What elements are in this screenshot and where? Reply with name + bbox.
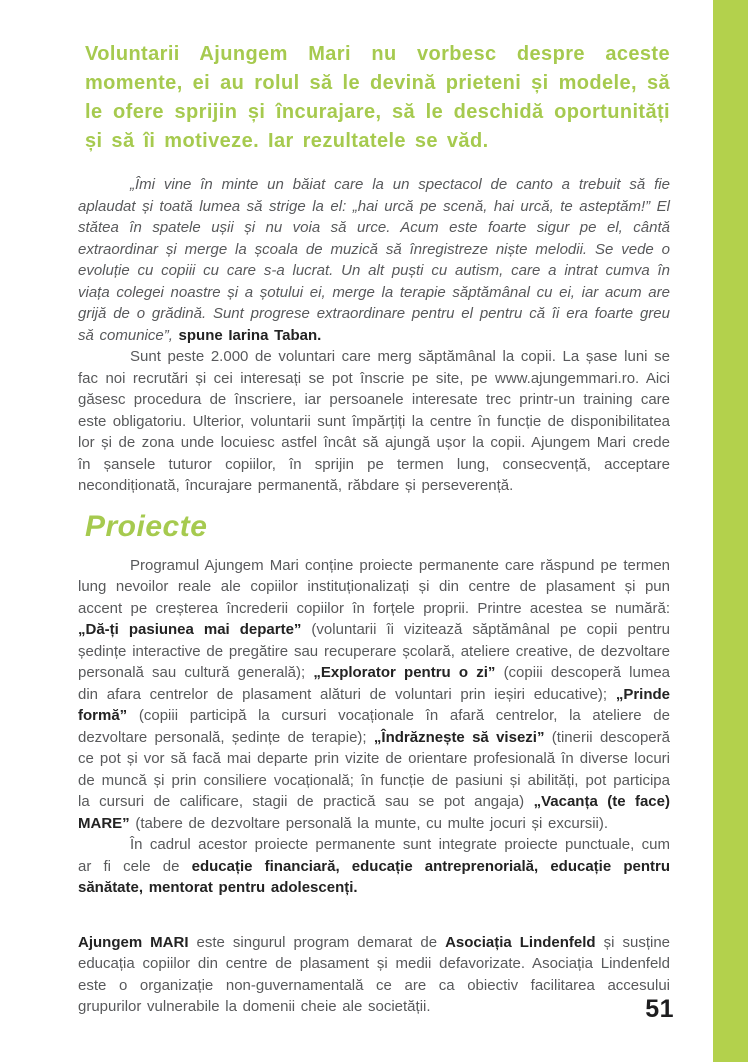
text-run: „Explorator pentru o zi” [313, 664, 496, 681]
projects-paragraph [78, 555, 670, 835]
text-run: Programul Ajungem Mari conține proiecte permanente care răspund pe termen lung nevoilor reale ale copiilor instituționalizați și din centre de plasament și pun accent pe creșterea încrederii copiilor în forțele proprii. Printre acestea se numără: [78, 556, 670, 617]
section-heading-proiecte: Proiecte [85, 509, 208, 543]
text-run: „Prinde formă” [78, 685, 670, 724]
text-run: „Îmi vine în minte un băiat care la un spectacol de canto a trebuit să fie aplaudat și toată lumea să strige la el: „hai urcă pe scenă, hai urcă, te asteptăm!” El stătea în spatele ușii și nu voia să urce. Acum este foarte sigur pe el, cântă extraordinar și merge la școala de muzică să înregistreze niște melodii. Se vede o evoluție cu copiii cu care s-a lucrat. Un alt puști cu autism, care a intrat cumva în viața colegei noastre și a șotului ei, merge la terapie săptămânal cu ei, iar acum are grijă de o grădină. Sunt progrese extraordinare pentru el pentru că îi era foarte greu să comunice”, [78, 176, 670, 344]
text-run: „Dă-ți pasiunea mai departe” [78, 621, 302, 638]
text-run: (tinerii descoperă ce pot și vor să facă mai departe prin vizite de orientare profesională în diverse locuri de muncă și prin consiliere vocațională; în funcție de pasiuni și abilități, pot participa la cursuri de calificare, stagii de practică sau se pot angaja) [78, 728, 670, 810]
text-run: spune Iarina Taban. [178, 326, 322, 344]
text-run: (copiii participă la cursuri vocaționale în afară centrelor, la ateliere de dezvoltare personală, ședințe de terapie); [78, 707, 670, 746]
text-run: (copiii descoperă lumea din afara centrelor de plasament alături de voluntari prin ieșiri educative); [78, 664, 670, 703]
quote-paragraph [78, 174, 670, 346]
text-run: „Îndrăznește să visezi” [373, 728, 545, 746]
accent-bar [713, 0, 748, 1062]
text-run: În cadrul acestor proiecte permanente sunt integrate proiecte punctuale, cum ar fi cele de [78, 836, 670, 875]
text-run: Sunt peste 2.000 de voluntari care merg săptămânal la copii. La șase luni se fac noi recrutări și cei interesați se pot înscrie pe site, pe www.ajungemmari.ro. Aici găsesc procedura de înscriere, iar persoanele interesate trec printr-un training care este obligatoriu. Ulterior, voluntarii sunt împărțiți la centre în funcție de disponibilitatea lor și de zona unde locuiesc astfel încât să ajungă ușor la copii. Ajungem Mari crede în șansele tuturor copiilor, în sprijin pe termen lung, consecvență, acceptare necondiționată, încurajare permanentă, răbdare și perseverență. [78, 348, 670, 494]
text-run: Ajungem MARI [78, 933, 189, 951]
page-number: 51 [645, 995, 674, 1023]
volunteers-paragraph [78, 346, 670, 497]
about-paragraph [78, 932, 670, 1018]
text-run: (voluntarii îi vizitează săptămânal pe copii pentru ședințe interactive de pregătire sau recuperare școlară, ateliere creative, de dezvoltare personală sau cultură generală); [78, 621, 670, 681]
text-run: (tabere de dezvoltare personală la munte, cu multe jocuri și excursii). [129, 814, 609, 832]
text-column [78, 0, 670, 1018]
text-run: este singurul program demarat de [188, 933, 446, 951]
punctual-projects-paragraph [78, 834, 670, 899]
text-run: Asociația Lindenfeld [445, 933, 596, 951]
text-run: educație financiară, educație antreprenorială, educație pentru sănătate, mentorat pentru adolescenți. [78, 857, 670, 896]
text-run: „Vacanța (te face) MARE” [78, 793, 670, 832]
lead-paragraph: Voluntarii Ajungem Mari nu vorbesc despre aceste momente, ei au rolul să le devină prieteni și modele, să le ofere sprijin și încurajare, să le deschidă oportunități și să îi motiveze. Iar rezultatele se văd. [85, 43, 670, 152]
text-run: și susține educația copiilor din centre de plasament și medii defavorizate. Asociația Lindenfeld este o organizație non-guvernamentală ce are ca obiectiv facilitarea accesului grupurilor vulnerabile la domenii cheie ale societății. [78, 933, 670, 1015]
